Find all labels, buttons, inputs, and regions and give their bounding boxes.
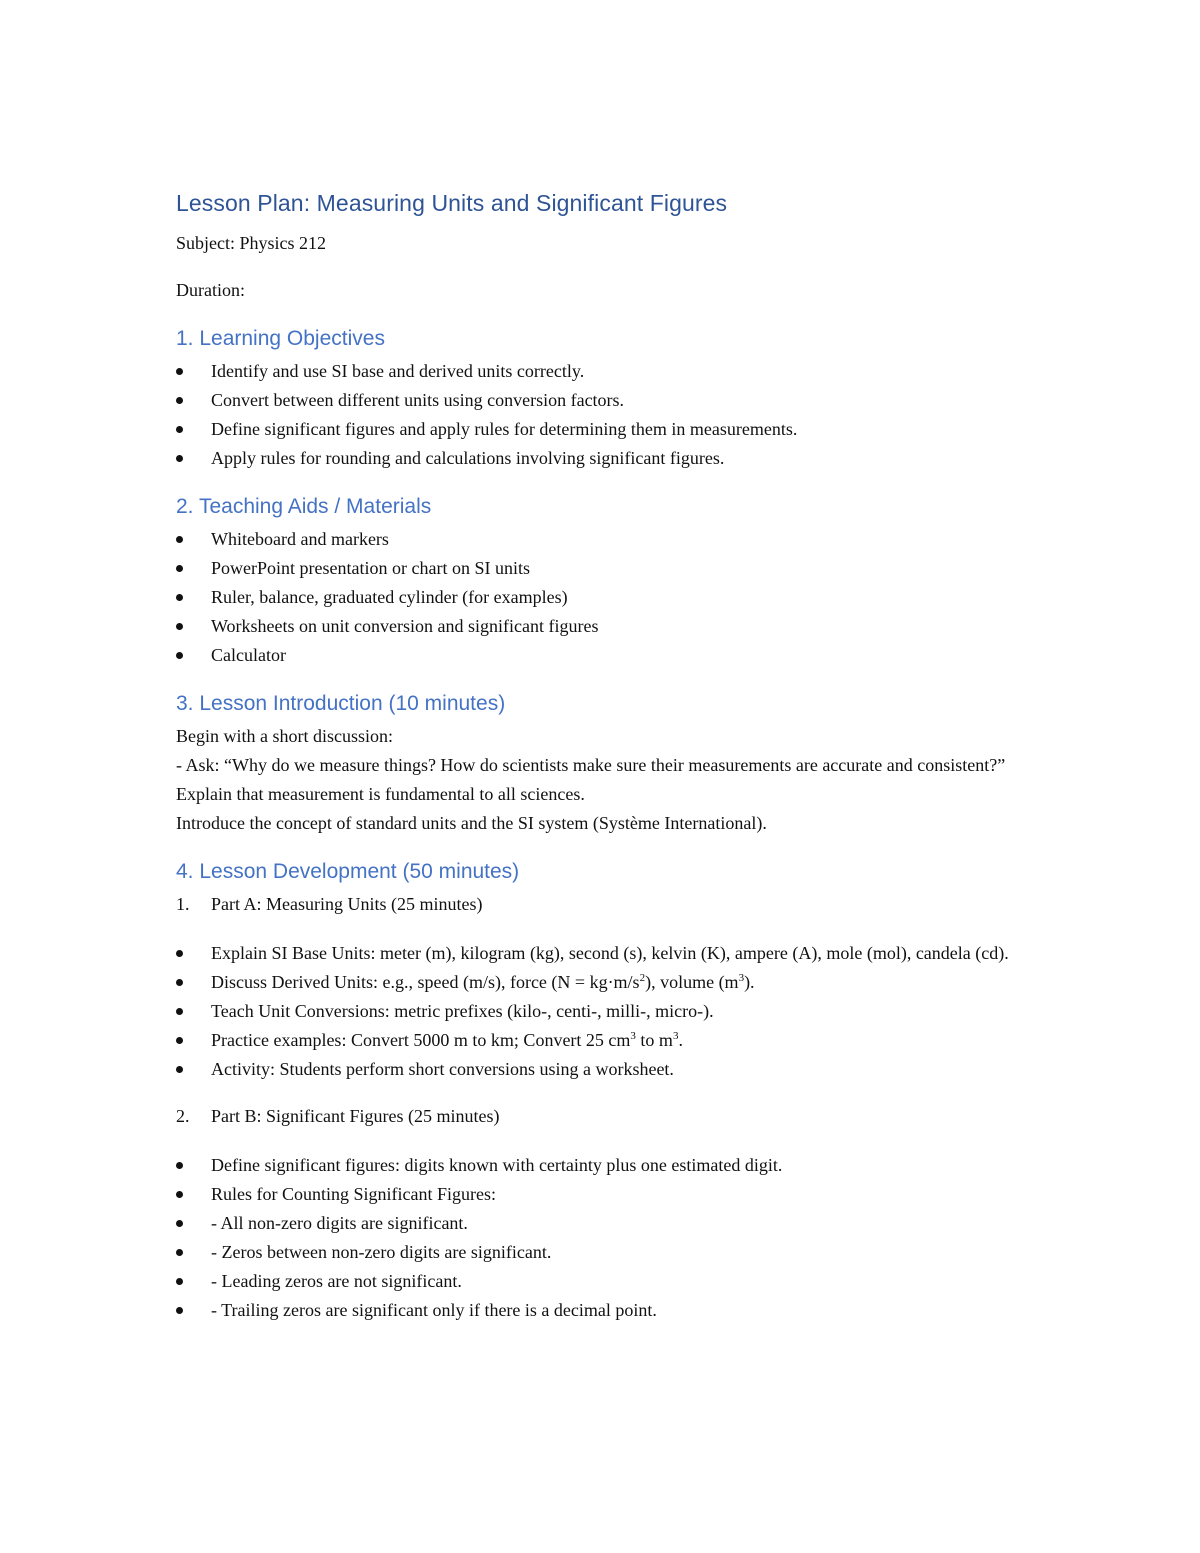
intro-line: - Ask: “Why do we measure things? How do scientists make sure their measurements are accurate and consistent?” — [176, 755, 1006, 775]
list-item: PowerPoint presentation or chart on SI units — [176, 554, 1036, 583]
part-b-title: Part B: Significant Figures (25 minutes) — [211, 1106, 500, 1126]
list-item: Ruler, balance, graduated cylinder (for examples) — [176, 583, 1036, 612]
learning-objectives-list — [176, 357, 1036, 473]
numbered-item-part-b — [176, 1102, 1036, 1131]
bullet-icon — [176, 536, 183, 543]
list-item: Teach Unit Conversions: metric prefixes (kilo-, centi-, milli-, micro-). — [176, 997, 1036, 1026]
subject-line: Subject: Physics 212 — [176, 233, 327, 253]
bullet-icon — [176, 368, 183, 375]
list-item: Whiteboard and markers — [176, 525, 1036, 554]
part-b-list — [176, 1151, 1036, 1325]
section-heading-learning-objectives: 1. Learning Objectives — [176, 327, 385, 350]
bullet-icon — [176, 652, 183, 659]
bullet-icon — [176, 1220, 183, 1227]
list-item: - Leading zeros are not significant. — [176, 1267, 1036, 1296]
list-item: Rules for Counting Significant Figures: — [176, 1180, 1036, 1209]
bullet-icon — [176, 1037, 183, 1044]
list-item: Explain SI Base Units: meter (m), kilogram (kg), second (s), kelvin (K), ampere (A), mole (mol), candela (cd). — [176, 939, 1036, 968]
bullet-icon — [176, 1162, 183, 1169]
list-item: Worksheets on unit conversion and significant figures — [176, 612, 1036, 641]
duration-line: Duration: — [176, 280, 245, 300]
intro-line: Introduce the concept of standard units and the SI system (Système International). — [176, 813, 767, 833]
list-item: Apply rules for rounding and calculations involving significant figures. — [176, 444, 1036, 473]
item-number: 2. — [176, 1106, 190, 1126]
document-content — [176, 190, 1036, 1343]
section-heading-lesson-introduction: 3. Lesson Introduction (10 minutes) — [176, 692, 506, 715]
bullet-icon — [176, 1249, 183, 1256]
bullet-icon — [176, 1066, 183, 1073]
list-item: Practice examples: Convert 5000 m to km; Convert 25 $cm^3$ to $m^3$. — [176, 1026, 1036, 1055]
bullet-icon — [176, 623, 183, 630]
section-heading-lesson-development: 4. Lesson Development (50 minutes) — [176, 860, 520, 883]
bullet-icon — [176, 397, 183, 404]
list-item: Convert between different units using conversion factors. — [176, 386, 1036, 415]
intro-line: Explain that measurement is fundamental to all sciences. — [176, 784, 585, 804]
bullet-icon — [176, 455, 183, 462]
teaching-aids-list — [176, 525, 1036, 670]
bullet-icon — [176, 1278, 183, 1285]
list-item: Calculator — [176, 641, 1036, 670]
list-item: - Zeros between non-zero digits are significant. — [176, 1238, 1036, 1267]
item-number: 1. — [176, 894, 190, 914]
bullet-icon — [176, 426, 183, 433]
list-item: Activity: Students perform short conversions using a worksheet. — [176, 1055, 1036, 1084]
section-heading-teaching-aids: 2. Teaching Aids / Materials — [176, 495, 432, 518]
part-a-title: Part A: Measuring Units (25 minutes) — [211, 894, 483, 914]
intro-line: Begin with a short discussion: — [176, 726, 393, 746]
part-a-list — [176, 939, 1036, 1084]
list-item: - All non-zero digits are significant. — [176, 1209, 1036, 1238]
list-item: - Trailing zeros are significant only if there is a decimal point. — [176, 1296, 1036, 1325]
list-item: Define significant figures: digits known with certainty plus one estimated digit. — [176, 1151, 1036, 1180]
document-title: Lesson Plan: Measuring Units and Significant Figures — [176, 190, 728, 216]
bullet-icon — [176, 1008, 183, 1015]
numbered-item-part-a — [176, 890, 1036, 919]
bullet-icon — [176, 594, 183, 601]
bullet-icon — [176, 979, 183, 986]
bullet-icon — [176, 565, 183, 572]
bullet-icon — [176, 950, 183, 957]
list-item: Identify and use SI base and derived units correctly. — [176, 357, 1036, 386]
bullet-icon — [176, 1307, 183, 1314]
bullet-icon — [176, 1191, 183, 1198]
list-item: Define significant figures and apply rules for determining them in measurements. — [176, 415, 1036, 444]
list-item: Discuss Derived Units: e.g., speed (m/s), force $(N = kg\cdot m/s^2)$, volume $(m^3)$. — [176, 968, 1036, 997]
